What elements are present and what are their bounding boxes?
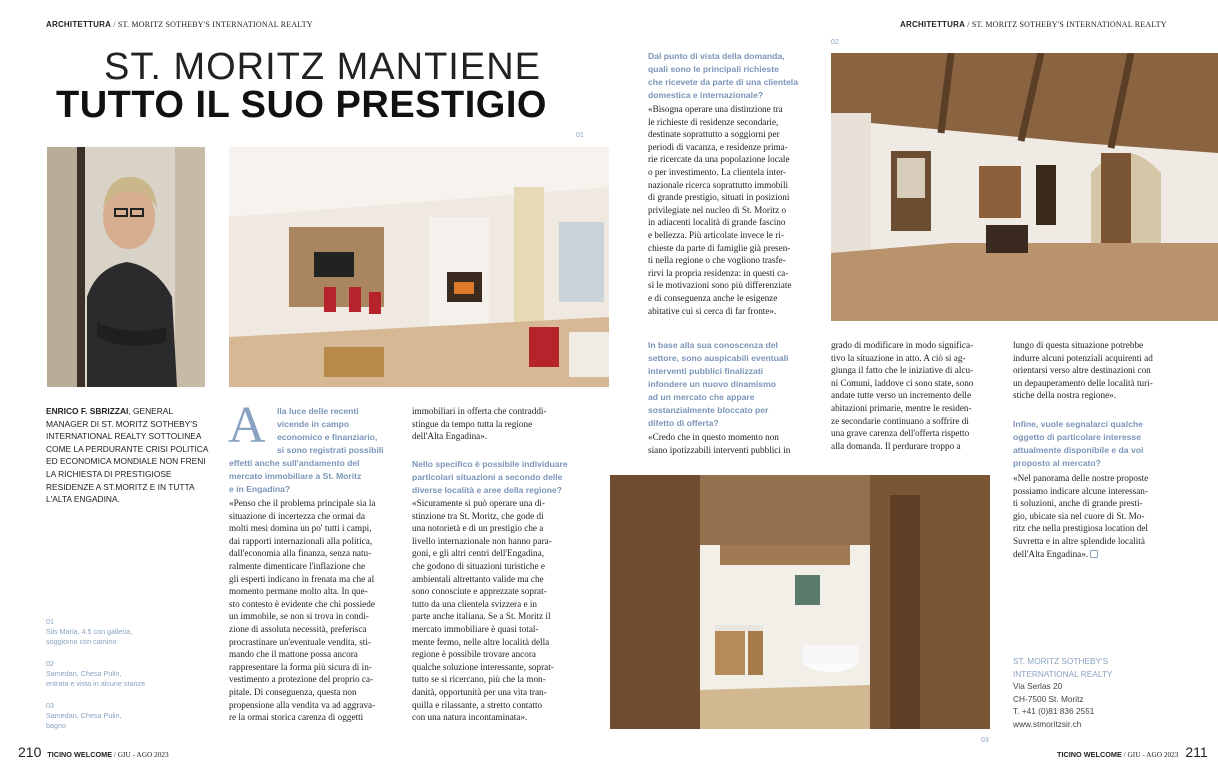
- text-line: giunga il fatto che le iniziative di alcu-: [831, 365, 974, 376]
- magazine-name: TICINO WELCOME: [47, 750, 113, 759]
- contact-website[interactable]: www.stmoritzsir.ch: [1013, 718, 1082, 729]
- text-line: mente fermo, nelle altre località della: [412, 636, 550, 647]
- text-line: particolari situazioni a secondo delle: [412, 472, 563, 482]
- text-line: si sono registrati possibili: [277, 445, 384, 455]
- text-line: una grave carenza dell'offerta rispetto: [831, 428, 970, 439]
- question-2: [412, 458, 592, 497]
- text-line: alla domanda. Il perdurare troppo a: [831, 440, 961, 451]
- text-line: stiche della nostra regione».: [1013, 390, 1117, 401]
- text-line: sostanzialmente bloccato per: [648, 405, 769, 415]
- caption-03: [46, 701, 122, 731]
- text-line: e in Engadina?: [229, 484, 291, 494]
- text-line: goni, e gli altri centri dell'Engadina,: [412, 548, 545, 559]
- portrait-photo: [47, 147, 205, 387]
- question-1: [229, 457, 399, 496]
- header-publisher: / ST. MORITZ SOTHEBY'S INTERNATIONAL REALTY: [965, 20, 1167, 29]
- text-line: quilla e rilassante, a stretto contatto: [412, 699, 543, 710]
- text-line: immobiliari in offerta che contraddi-: [412, 406, 547, 416]
- text-line: possiamo indicare alcune interessan-: [1013, 485, 1148, 496]
- column-4-body: [831, 339, 1001, 452]
- text-line: dell'Alta Engadina».: [412, 431, 488, 442]
- text-line: dell'Alta Engadina».: [1013, 548, 1089, 559]
- text-line: vestimento a protezione del proprio ca-: [229, 674, 374, 685]
- text-line: in adiacenti località di grande fascino: [648, 217, 786, 228]
- text-line: mercato immobiliare a St. Moritz: [229, 471, 362, 481]
- text-line: «Sicuramente si può operare una di-: [412, 498, 545, 508]
- caption-text: Samedan, Chesa Pulin,: [46, 669, 122, 678]
- text-line: e di conseguenza anche le esigenze: [648, 292, 778, 303]
- text-line: si le motivazioni sono più differenziate: [648, 280, 792, 291]
- living-room-photo: [229, 147, 609, 387]
- text-line: sono conosciute e apprezzate soprat-: [412, 586, 547, 597]
- text-line: livello internazionale non hanno para-: [412, 535, 552, 546]
- text-line: rirvi la propria residenza: in questi ca-: [648, 267, 789, 278]
- text-line: tivo la situazione in atto. A ciò si ag-: [831, 352, 966, 363]
- issue-label: / GIU - AGO 2023: [1121, 750, 1179, 759]
- text-line: o per investimento. La clientela inter-: [648, 166, 787, 177]
- section-label: ARCHITETTURA: [900, 20, 966, 29]
- text-line: diverse località e aree della regione?: [412, 485, 562, 495]
- column-1-body: [229, 497, 404, 724]
- drop-cap: A: [228, 397, 266, 454]
- text-line: «Credo che in questo momento non: [648, 432, 779, 442]
- text-line: oggetto di particolare interesse: [1013, 432, 1141, 442]
- contact-city: CH-7500 St. Moritz: [1013, 693, 1084, 704]
- text-line: destinate soprattutto a soggiorni per: [648, 129, 780, 140]
- text-line: ambientali altrettanto valide ma che: [412, 573, 544, 584]
- page-number: 210: [18, 744, 42, 760]
- text-line: mando che il mattone possa ancora: [229, 649, 358, 660]
- text-line: un depauperamento delle località turi-: [1013, 377, 1153, 388]
- entrance-photo: [831, 53, 1218, 321]
- text-line: sto contesto è evidente che chi possiede: [229, 598, 375, 609]
- text-line: domestica e internazionale?: [648, 90, 764, 100]
- question-3: [648, 50, 823, 102]
- text-line: proposto al mercato?: [1013, 458, 1101, 468]
- text-line: andate tutte verso un incremento delle: [831, 390, 972, 401]
- caption-number: 02: [46, 659, 54, 668]
- text-line: regione è possibile trovare ancora: [412, 649, 536, 660]
- text-line: molti mesi domina un po' tutti i campi,: [229, 523, 372, 534]
- text-line: rie ricercate da una popolazione locale: [648, 154, 790, 165]
- photo-number-03: 03: [981, 737, 989, 744]
- text-line: orientarsi verso altre destinazioni con: [1013, 365, 1151, 376]
- column-3-body: [648, 103, 823, 317]
- text-line: un immobile, se non si trova in condi-: [229, 611, 369, 622]
- text-line: ad un mercato che appare: [648, 392, 755, 402]
- question-4: [648, 339, 823, 430]
- section-label: ARCHITETTURA: [46, 20, 112, 29]
- text-line: una notorietà e di un prestigio che a: [412, 523, 544, 534]
- left-footer: [18, 744, 169, 760]
- contact-block: [1013, 655, 1188, 730]
- text-line: stingue da tempo tutta la regione: [412, 418, 533, 429]
- column-2-top: [412, 405, 592, 443]
- photo-number-02: 02: [831, 39, 839, 46]
- text-line: Suvretta e in altre splendide località: [1013, 535, 1145, 546]
- text-line: grado di modificare in modo significa-: [831, 340, 974, 350]
- text-line: «Penso che il problema principale sia la: [229, 498, 376, 508]
- text-line: «Nel panorama delle nostre proposte: [1013, 473, 1149, 483]
- column-5-top: [1013, 339, 1188, 402]
- text-line: effetti anche sull'andamento del: [229, 458, 360, 468]
- text-line: interventi pubblici finalizzati: [648, 366, 764, 376]
- text-line: ritz che nella prestigiosa location del: [1013, 523, 1148, 534]
- right-running-header: [900, 20, 1167, 29]
- caption-02: [46, 659, 145, 689]
- text-line: periodi di vacanza, e residenze prima-: [648, 141, 788, 152]
- contact-title: ST. MORITZ SOTHEBY'S: [1013, 656, 1109, 666]
- right-footer: [1057, 744, 1208, 760]
- text-line: Dal punto di vista della domanda,: [648, 51, 785, 61]
- caption-text: entrata e vista in alcune stanze: [46, 679, 146, 688]
- header-publisher: / ST. MORITZ SOTHEBY'S INTERNATIONAL REALTY: [111, 20, 313, 29]
- left-running-header: [46, 20, 313, 29]
- text-line: Nello specifico è possibile individuare: [412, 459, 568, 469]
- text-line: gio, ubicate sia nel cuore di St. Mo-: [1013, 510, 1145, 521]
- text-line: ti nella regione o che vogliono trasfe-: [648, 255, 786, 266]
- text-line: procrastinare un'eventuale vendita, sti-: [229, 636, 371, 647]
- contact-phone: T. +41 (0)81 836 2551: [1013, 706, 1095, 716]
- text-line: dall'economia alla finanza, senza natu-: [229, 548, 372, 559]
- issue-label: / GIU - AGO 2023: [112, 750, 169, 759]
- text-line: ze secondarie continuano a soffrire di: [831, 415, 969, 426]
- text-line: ni Comuni, laddove ci sono state, sono: [831, 377, 974, 388]
- person-name: ENRICO F. SBRIZZAI: [46, 406, 129, 416]
- text-line: economico e finanziario,: [277, 432, 378, 442]
- text-line: chieste da parte di famiglie già presen-: [648, 242, 791, 253]
- text-line: che ricevete da parte di una clientela: [648, 77, 798, 87]
- text-line: vicende in campo: [277, 419, 350, 429]
- text-line: indurre alcuni potenziali acquirenti ad: [1013, 352, 1153, 363]
- text-line: mercato immobiliare è quasi total-: [412, 623, 539, 634]
- text-line: pitale. Di conseguenza, questa non: [229, 686, 357, 697]
- text-line: attualmente disponibile e da voi: [1013, 445, 1144, 455]
- question-1-indented: [277, 405, 407, 457]
- text-line: dai rapporti internazionali alla politica,: [229, 535, 373, 546]
- text-line: con una natura incontaminata».: [412, 712, 528, 723]
- photo-number-01: 01: [576, 132, 584, 139]
- caption-number: 03: [46, 701, 54, 710]
- title-line-2: TUTTO IL SUO PRESTIGIO: [56, 84, 547, 126]
- text-line: abitazioni primarie, mentre le residen-: [831, 402, 972, 413]
- text-line: lungo di questa situazione potrebbe: [1013, 340, 1144, 350]
- text-line: infondere un nuovo dinamismo: [648, 379, 776, 389]
- text-line: qualche soluzione interessante, soprat-: [412, 661, 554, 672]
- text-line: settore, sono auspicabili eventuali: [648, 353, 789, 363]
- text-line: e bellezza. Più articolate invece le ri-: [648, 229, 784, 240]
- text-line: parte anche italiana. Se a St. Moritz il: [412, 611, 551, 622]
- caption-text: Samedan, Chesa Pulin,: [46, 711, 122, 720]
- text-line: le richieste di residenze secondarie,: [648, 116, 779, 127]
- text-line: di grande prestigio, situati in posizioni: [648, 192, 790, 203]
- bathroom-photo: [610, 475, 990, 729]
- caption-01: [46, 617, 132, 647]
- text-line: danità, opportunità per una vita tran-: [412, 686, 547, 697]
- portrait-caption-text: , GENERAL MANAGER DI ST. MORITZ SOTHEBY'S INTERNATIONAL REALTY SOTTOLINEA COME LA PERDURANTE CRISI POLITICA ED ECONOMICA MONDIALE NON FRENI LA RICHIESTA DI PRESTIGIOSE RESIDENZE A ST.MORITZ E IN TUTTA L'ALTA ENGADINA.: [46, 406, 208, 505]
- text-line: In base alla sua conoscenza del: [648, 340, 778, 350]
- text-line: re la ormai storica carenza di oggetti: [229, 712, 364, 723]
- text-line: «Bisogna operare una distinzione tra: [648, 104, 783, 114]
- portrait-caption: [46, 405, 211, 506]
- contact-title: INTERNATIONAL REALTY: [1013, 668, 1113, 679]
- end-mark-icon: [1090, 550, 1098, 558]
- text-line: zione di assoluta necessità, preferisca: [229, 623, 367, 634]
- text-line: Infine, vuole segnalarci qualche: [1013, 419, 1143, 429]
- text-line: rappresentare la forma più sicura di in-: [229, 661, 372, 672]
- caption-text: soggiorno con camino: [46, 637, 117, 646]
- text-line: tutto da una clientela svizzera e in: [412, 598, 537, 609]
- caption-text: Sils Maria, 4.5 con galleria,: [46, 627, 133, 636]
- text-line: nazionale ricerca soprattutto immobili: [648, 179, 789, 190]
- text-line: lla luce delle recenti: [277, 406, 359, 416]
- title-line-1: ST. MORITZ MANTIENE: [104, 46, 541, 88]
- magazine-name: TICINO WELCOME: [1057, 750, 1122, 759]
- text-line: tutto se si ricercano, più che la mon-: [412, 674, 546, 685]
- question-5: [1013, 418, 1188, 470]
- text-line: ralmente dimenticare l'inflazione che: [229, 560, 366, 571]
- text-line: gli esperti indicano in frenata ma che al: [229, 573, 375, 584]
- text-line: momento permane molto alta. In que-: [229, 586, 368, 597]
- text-line: abitative cui si cerca di far fronte».: [648, 305, 777, 316]
- text-line: difetto di offerta?: [648, 418, 719, 428]
- page-number: 211: [1185, 744, 1208, 760]
- column-5-body: [1013, 472, 1191, 560]
- column-3-body-end: [648, 431, 823, 456]
- text-line: privilegiate nel nucleo di St. Moritz o: [648, 204, 787, 215]
- column-2-body: [412, 497, 592, 724]
- text-line: quali sono le principali richieste: [648, 64, 779, 74]
- text-line: che godono di situazioni turistiche e: [412, 560, 545, 571]
- text-line: ti soluzioni, anche di grande presti-: [1013, 498, 1143, 509]
- caption-text: bagno: [46, 721, 66, 730]
- caption-number: 01: [46, 617, 54, 626]
- text-line: siano ipotizzabili interventi pubblici in: [648, 444, 791, 455]
- text-line: stinzione tra St. Moritz, che gode di: [412, 510, 544, 521]
- text-line: propensione alla vendita va ad aggrava-: [229, 699, 376, 710]
- contact-address: Via Serlas 20: [1013, 681, 1063, 691]
- text-line: situazione di incertezza che ormai da: [229, 510, 365, 521]
